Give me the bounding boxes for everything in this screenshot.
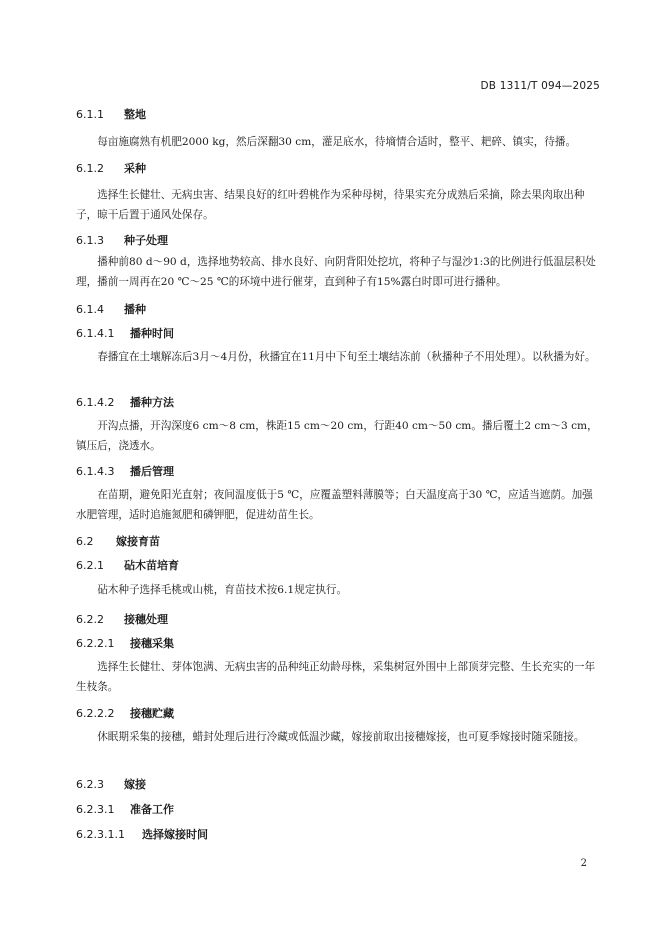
section-body-6-1-3: 播种前80 d～90 d，选择地势较高、排水良好、向阴背阳处挖坑，将种子与湿沙1:3的比例进行低温层积处理，播前一周再在20 ℃～25 ℃的环境中进行催芽，直到种子有15%露白时即可进行播种。 xyxy=(76,256,596,288)
section-body-6-2-2-1: 选择生长健壮、芽体饱满、无病虫害的品种纯正幼龄母株，采集树冠外围中上部顶芽完整、生长充实的一年生枝条。 xyxy=(76,661,596,693)
page-number: 2 xyxy=(580,858,587,869)
section-heading-6-2-2-2: 6.2.2.2 接穗贮藏 xyxy=(76,707,174,720)
section-heading-6-2: 6.2 嫁接育苗 xyxy=(76,535,160,548)
section-body-6-1-1: 每亩施腐熟有机肥2000 kg，然后深翻30 cm，灌足底水，待墒情合适时，整平、耙碎、镇实，待播。 xyxy=(97,136,577,148)
section-heading-6-2-3-1-1: 6.2.3.1.1 选择嫁接时间 xyxy=(76,828,208,841)
section-heading-6-2-2: 6.2.2 接穗处理 xyxy=(76,613,168,626)
section-body-6-1-4-2: 开沟点播，开沟深度6 cm～8 cm，株距15 cm～20 cm，行距40 cm～50 cm。播后覆土2 cm～3 cm，镇压后，浇透水。 xyxy=(76,420,598,452)
section-heading-6-2-3-1: 6.2.3.1 准备工作 xyxy=(76,803,174,816)
section-body-6-2-2-2: 休眠期采集的接穗，蜡封处理后进行冷藏或低温沙藏，嫁接前取出接穗嫁接，也可夏季嫁接时随采随接。 xyxy=(97,731,585,743)
section-heading-6-1-2: 6.1.2 采种 xyxy=(76,162,146,175)
section-heading-6-2-2-1: 6.2.2.1 接穗采集 xyxy=(76,637,174,650)
section-heading-6-1-4-1: 6.1.4.1 播种时间 xyxy=(76,327,174,340)
section-heading-6-1-1: 6.1.1 整地 xyxy=(76,108,146,121)
section-body-6-1-2: 选择生长健壮、无病虫害、结果良好的红叶碧桃作为采种母树，待果实充分成熟后采摘，除去果肉取出种子，晾干后置于通风处保存。 xyxy=(76,189,585,221)
section-body-6-2-1: 砧木种子选择毛桃或山桃，育苗技术按6.1规定执行。 xyxy=(97,584,348,596)
section-body-6-1-4-3: 在苗期，避免阳光直射；夜间温度低于5 ℃，应覆盖塑料薄膜等；白天温度高于30 ℃，应适当遮荫。加强水肥管理，适时追施氮肥和磷钾肥，促进幼苗生长。 xyxy=(76,489,593,521)
section-heading-6-1-3: 6.1.3 种子处理 xyxy=(76,234,168,247)
section-body-6-1-4-1: 春播宜在土壤解冻后3月～4月份，秋播宜在11月中下旬至土壤结冻前（秋播种子不用处理）。以秋播为好。 xyxy=(97,351,596,363)
section-heading-6-2-1: 6.2.1 砧木苗培育 xyxy=(76,559,179,572)
document-code: DB 1311/T 094—2025 xyxy=(480,80,600,92)
section-heading-6-2-3: 6.2.3 嫁接 xyxy=(76,778,146,791)
section-heading-6-1-4: 6.1.4 播种 xyxy=(76,303,146,316)
section-heading-6-1-4-3: 6.1.4.3 播后管理 xyxy=(76,465,174,478)
section-heading-6-1-4-2: 6.1.4.2 播种方法 xyxy=(76,396,174,409)
